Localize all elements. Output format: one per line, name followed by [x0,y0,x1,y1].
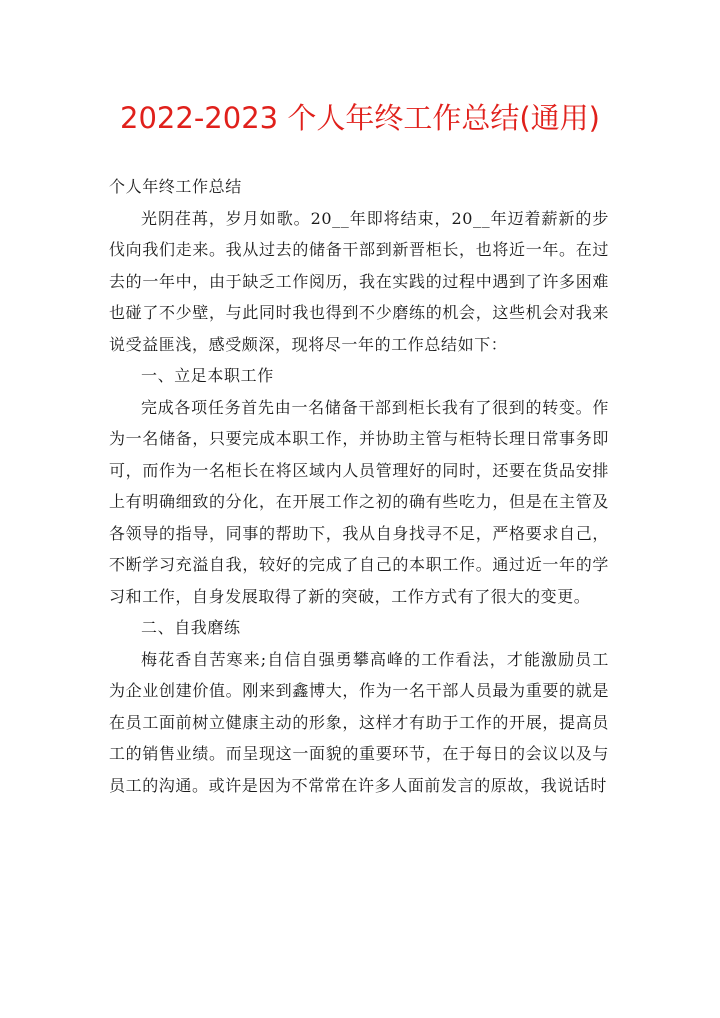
paragraph-intro: 光阴荏苒，岁月如歌。20__年即将结束，20__年迈着薪新的步伐向我们走来。我从过去的储备干部到新晋柜长，也将近一年。在过去的一年中，由于缺乏工作阅历，我在实践的过程中遇到了许多困难也碰了不少壁，与此同时我也得到不少磨练的机会，这些机会对我来说受益匪浅，感受颇深，现将尽一年的工作总结如下： [109,208,609,354]
section-heading-1: 一、立足本职工作 [141,366,274,385]
document-body [109,171,609,801]
document-subtitle: 个人年终工作总结 [109,177,242,196]
paragraph-section-2: 梅花香自苦寒来;自信自强勇攀高峰的工作看法，才能激励员工为企业创建价值。刚来到鑫博大，作为一名干部人员最为重要的就是在员工面前树立健康主动的形象，这样才有助于工作的开展，提高员工的销售业绩。而呈现这一面貌的重要环节，在于每日的会议以及与员工的沟通。或许是因为不常常在许多人面前发言的原故，我说话时 [109,649,609,795]
document-title: 2022-2023 个人年终工作总结(通用) [120,101,600,135]
paragraph-section-1: 完成各项任务首先由一名储备干部到柜长我有了很到的转变。作为一名储备，只要完成本职工作，并协助主管与柜特长理日常事务即可，而作为一名柜长在将区域内人员管理好的同时，还要在货品安排上有明确细致的分化，在开展工作之初的确有些吃力，但是在主管及各领导的指导，同事的帮助下，我从自身找寻不足，严格要求自己，不断学习充溢自我，较好的完成了自己的本职工作。通过近一年的学习和工作，自身发展取得了新的突破，工作方式有了很大的变更。 [109,397,609,606]
section-heading-2: 二、自我磨练 [141,618,241,637]
